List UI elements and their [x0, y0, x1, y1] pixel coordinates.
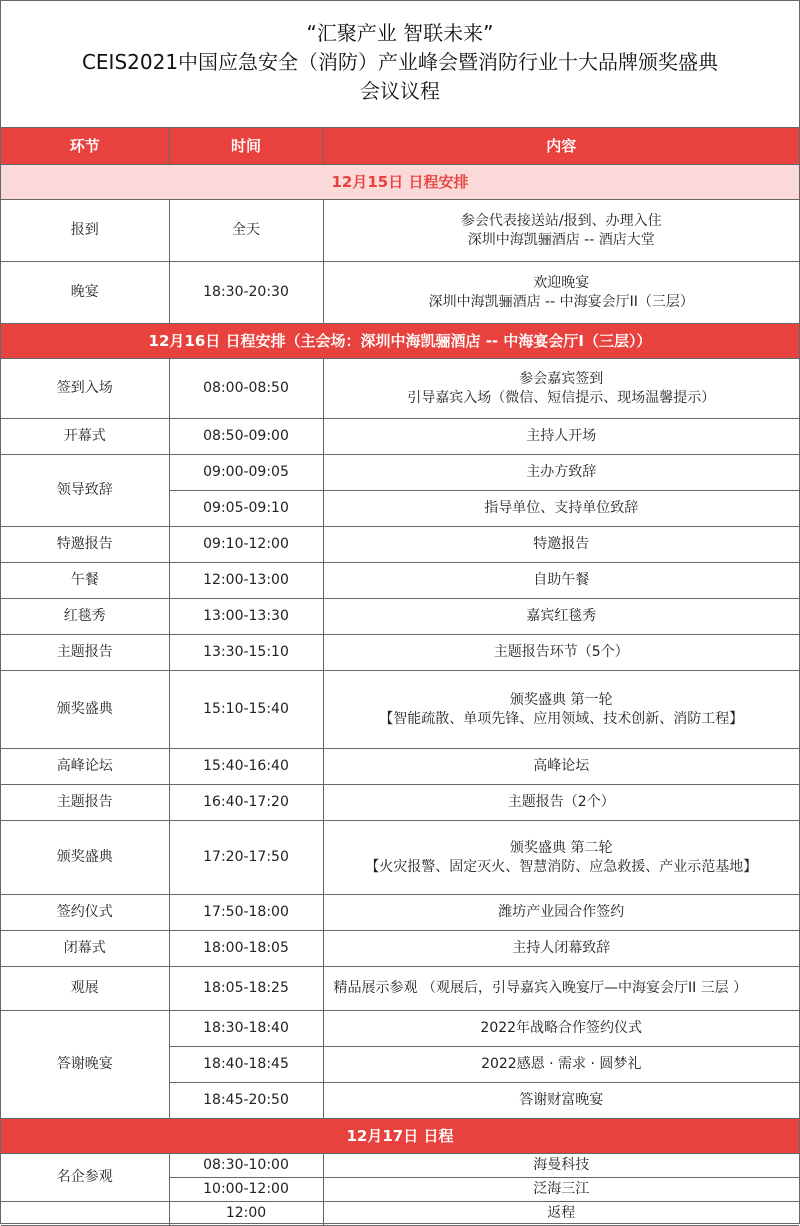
content-line: 【智能疏散、单项先锋、应用领域、技术创新、消防工程】	[379, 710, 744, 727]
content-cell	[323, 1154, 799, 1178]
time-cell: 15:10-15:40	[169, 671, 323, 749]
content-cell	[323, 563, 799, 599]
time-cell: 18:30-20:30	[169, 262, 323, 324]
content-line: 主题报告环节（5个）	[493, 644, 629, 660]
event-title: CEIS2021中国应急安全（消防）产业峰会暨消防行业十大品牌颁奖盛典	[81, 50, 719, 74]
content-cell	[323, 262, 799, 324]
time-cell: 08:50-09:00	[169, 419, 323, 455]
session-cell: 午餐	[1, 563, 169, 599]
table-row	[1, 599, 799, 635]
time-cell: 18:30-18:40	[169, 1011, 323, 1047]
table-row	[1, 1011, 799, 1047]
session-cell: 答谢晚宴	[1, 1011, 169, 1119]
content-line: 深圳中海凯骊酒店 -- 中海宴会厅II（三层）	[428, 293, 694, 310]
table-row	[1, 931, 799, 967]
content-cell	[323, 419, 799, 455]
content-line: 答谢财富晚宴	[519, 1092, 604, 1108]
session-cell: 领导致辞	[1, 455, 169, 527]
session-cell: 报到	[1, 200, 169, 262]
content-cell	[323, 967, 799, 1011]
content-cell	[323, 491, 799, 527]
day-section-header	[1, 324, 799, 359]
content-line: 返程	[547, 1205, 576, 1221]
time-cell: 18:05-18:25	[169, 967, 323, 1011]
content-cell	[323, 200, 799, 262]
content-cell	[323, 455, 799, 491]
session-cell: 闭幕式	[1, 931, 169, 967]
column-header-content: 内容	[323, 128, 799, 165]
content-line: 2022年战略合作签约仪式	[480, 1020, 643, 1036]
table-row	[1, 200, 799, 262]
table-row	[1, 262, 799, 324]
session-cell: 主题报告	[1, 635, 169, 671]
content-line: 高峰论坛	[533, 758, 590, 774]
session-cell: 特邀报告	[1, 527, 169, 563]
session-cell: 颁奖盛典	[1, 671, 169, 749]
content-line: 指导单位、支持单位致辞	[484, 500, 639, 516]
content-line: 海曼科技	[533, 1157, 590, 1173]
agenda-title: 会议议程	[360, 79, 440, 103]
time-cell: 08:00-08:50	[169, 359, 323, 419]
content-line: 主持人开场	[526, 428, 597, 444]
time-cell: 10:00-12:00	[169, 1178, 323, 1202]
content-cell	[323, 1083, 799, 1119]
table-row	[1, 455, 799, 491]
time-cell: 17:50-18:00	[169, 895, 323, 931]
content-cell	[323, 1011, 799, 1047]
content-cell	[323, 359, 799, 419]
time-cell: 18:45-20:50	[169, 1083, 323, 1119]
content-line: 嘉宾红毯秀	[526, 608, 597, 624]
time-cell: 18:00-18:05	[169, 931, 323, 967]
content-line: 欢迎晚宴	[533, 274, 590, 291]
content-cell	[323, 931, 799, 967]
table-row	[1, 749, 799, 785]
content-line: 参会代表接送站/报到、办理入住	[460, 212, 662, 229]
content-line: 主办方致辞	[526, 464, 597, 480]
table-row	[1, 635, 799, 671]
time-cell: 12:00-13:00	[169, 563, 323, 599]
table-row	[1, 895, 799, 931]
time-cell: 18:40-18:45	[169, 1047, 323, 1083]
column-header-session: 环节	[1, 128, 169, 165]
column-header-time: 时间	[169, 128, 323, 165]
agenda-body	[1, 165, 799, 1226]
title-block	[1, 1, 799, 128]
table-row	[1, 527, 799, 563]
content-line: 参会嘉宾签到	[519, 370, 604, 387]
content-cell	[323, 785, 799, 821]
content-cell	[323, 821, 799, 895]
day-section-title: 12月16日 日程安排（主会场：深圳中海凯骊酒店 -- 中海宴会厅I（三层））	[1, 324, 799, 359]
session-cell: 主题报告	[1, 785, 169, 821]
table-row	[1, 671, 799, 749]
table-row	[1, 1154, 799, 1178]
table-row	[1, 821, 799, 895]
content-cell	[323, 895, 799, 931]
content-cell	[323, 527, 799, 563]
day-section-header	[1, 1119, 799, 1154]
content-cell	[323, 599, 799, 635]
table-row	[1, 419, 799, 455]
content-line: 主持人闭幕致辞	[512, 940, 611, 956]
content-line: 深圳中海凯骊酒店 -- 酒店大堂	[467, 231, 655, 248]
content-line: 特邀报告	[533, 536, 590, 552]
content-line: 自助午餐	[533, 572, 590, 588]
content-line: 引导嘉宾入场（微信、短信提示、现场温馨提示）	[407, 389, 716, 406]
content-cell	[323, 1178, 799, 1202]
time-cell: 13:30-15:10	[169, 635, 323, 671]
table-row	[1, 1202, 799, 1226]
content-line: 主题报告（2个）	[507, 794, 615, 810]
agenda-table	[1, 128, 799, 1226]
time-cell: 09:05-09:10	[169, 491, 323, 527]
session-cell: 晚宴	[1, 262, 169, 324]
content-line: 2022感恩 · 需求 · 圆梦礼	[481, 1056, 642, 1072]
table-row	[1, 359, 799, 419]
session-cell: 高峰论坛	[1, 749, 169, 785]
time-cell: 08:30-10:00	[169, 1154, 323, 1178]
session-cell: 开幕式	[1, 419, 169, 455]
content-line: 颁奖盛典 第一轮	[510, 691, 613, 708]
time-cell: 15:40-16:40	[169, 749, 323, 785]
session-cell: 颁奖盛典	[1, 821, 169, 895]
session-cell	[1, 1202, 169, 1226]
slogan: “汇聚产业 智联未来”	[306, 21, 494, 45]
time-cell: 13:00-13:30	[169, 599, 323, 635]
day-section-title: 12月17日 日程	[1, 1119, 799, 1154]
content-line: 颁奖盛典 第二轮	[510, 839, 613, 856]
content-cell	[323, 1202, 799, 1226]
session-cell: 红毯秀	[1, 599, 169, 635]
time-cell: 17:20-17:50	[169, 821, 323, 895]
time-cell: 12:00	[169, 1202, 323, 1226]
day-section-title: 12月15日 日程安排	[1, 165, 799, 200]
day-section-header	[1, 165, 799, 200]
time-cell: 09:00-09:05	[169, 455, 323, 491]
time-cell: 09:10-12:00	[169, 527, 323, 563]
table-row	[1, 967, 799, 1011]
table-header-row	[1, 128, 799, 165]
time-cell: 全天	[169, 200, 323, 262]
time-cell: 16:40-17:20	[169, 785, 323, 821]
session-cell: 观展	[1, 967, 169, 1011]
content-line: 泛海三江	[533, 1181, 590, 1197]
content-line: 精品展示参观 （观展后，引导嘉宾入晚宴厅—中海宴会厅II 三层 ）	[333, 980, 748, 996]
content-cell	[323, 1047, 799, 1083]
content-cell	[323, 749, 799, 785]
session-cell: 签约仪式	[1, 895, 169, 931]
table-row	[1, 563, 799, 599]
session-cell: 名企参观	[1, 1154, 169, 1202]
table-row	[1, 785, 799, 821]
content-line: 潍坊产业园合作签约	[498, 904, 625, 920]
content-cell	[323, 635, 799, 671]
content-cell	[323, 671, 799, 749]
content-line: 【火灾报警、固定灭火、智慧消防、应急救援、产业示范基地】	[365, 858, 758, 875]
session-cell: 签到入场	[1, 359, 169, 419]
